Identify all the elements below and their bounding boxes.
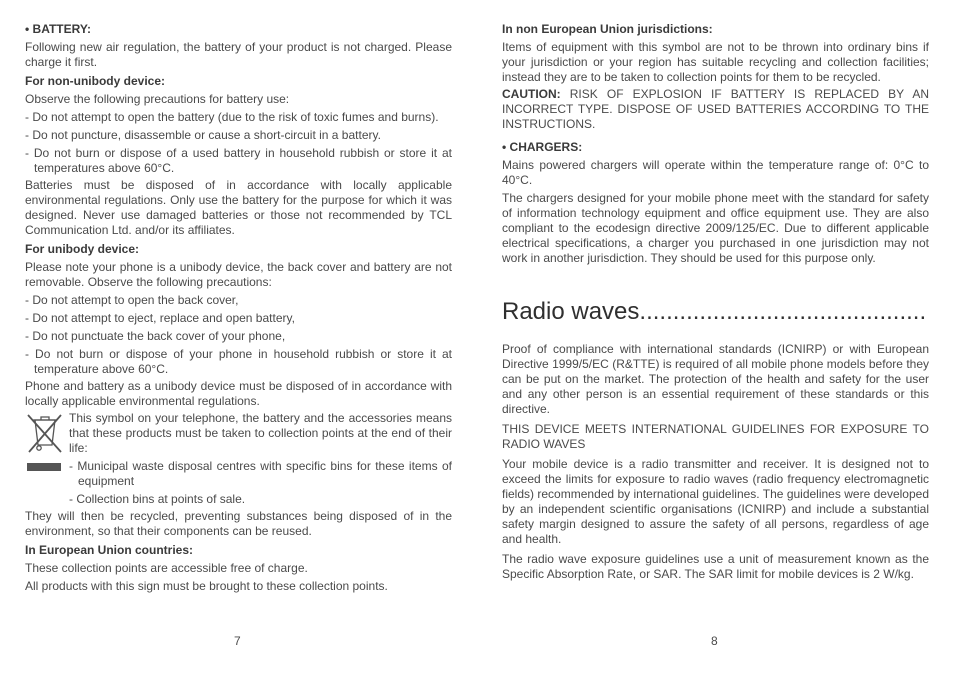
non-unibody-item: - Do not attempt to open the battery (due to the risk of toxic fumes and burns).: [25, 110, 439, 124]
page-number-right: 8: [711, 634, 718, 648]
eu-text: These collection points are accessible free of charge.: [25, 561, 308, 575]
battery-disposal-text: Batteries must be disposed of in accordance with locally applicable environmental regulations. Only use the battery for the purpose for which it was designed. Never use damaged batteries or those not recommended by TCL Communication Ltd. and/or its affiliates.: [25, 178, 452, 237]
weee-symbol-text: This symbol on your telephone, the battery and the accessories means that these products must be taken to collection points at the end of their life:: [69, 411, 452, 455]
chargers-heading: • CHARGERS:: [502, 140, 583, 154]
chargers-text: The chargers designed for your mobile phone meet with the standard for safety of information technology equipment and office equipment use. They are also compliant to the ecodesign directive 2009/125/EC. Due to different applicable electrical specifications, a charger you purchased in one jurisdiction may not work in another jurisdiction. They should be used for this purpose only.: [502, 191, 929, 265]
unibody-heading: For unibody device:: [25, 242, 140, 256]
caution-paragraph: [502, 87, 929, 132]
battery-heading: • BATTERY:: [25, 22, 91, 36]
left-page-content: [25, 18, 452, 594]
unibody-disposal-text: Phone and battery as a unibody device must be disposed of in accordance with locally applicable environmental regulations.: [25, 379, 452, 408]
battery-intro: Following new air regulation, the battery of your product is not charged. Please charge it first.: [25, 40, 452, 69]
collection-item-row: [25, 459, 452, 489]
non-unibody-item: - Do not puncture, disassemble or cause a short-circuit in a battery.: [25, 128, 381, 142]
caution-label: CAUTION:: [502, 87, 561, 101]
chargers-text: Mains powered chargers will operate within the temperature range of: 0°C to 40°C.: [502, 158, 929, 187]
unibody-item: - Do not attempt to open the back cover,: [25, 293, 239, 307]
radio-text: The radio wave exposure guidelines use a unit of measurement known as the Specific Absorption Rate, or SAR. The SAR limit for mobile devices is 2 W/kg.: [502, 552, 929, 581]
non-unibody-item: - Do not burn or dispose of a used battery in household rubbish or store it at temperatures above 60°C.: [25, 146, 452, 175]
radio-text: THIS DEVICE MEETS INTERNATIONAL GUIDELINES FOR EXPOSURE TO RADIO WAVES: [502, 422, 929, 451]
recycle-text: They will then be recycled, preventing substances being disposed of in the environment, so that their components can be reused.: [25, 509, 452, 538]
section-title: Radio waves...........................................: [502, 298, 927, 325]
caution-text: RISK OF EXPLOSION IF BATTERY IS REPLACED BY AN INCORRECT TYPE. DISPOSE OF USED BATTERIES ACCORDING TO THE INSTRUCTIONS.: [502, 87, 929, 131]
crossed-out-wheelie-bin-icon: [25, 411, 65, 455]
page-number-left: 7: [234, 634, 241, 648]
non-unibody-heading: For non-unibody device:: [25, 74, 165, 88]
weee-symbol-row: [25, 411, 452, 456]
radio-text: Your mobile device is a radio transmitter and receiver. It is designed not to exceed the limits for exposure to radio waves (radio frequency electromagnetic fields) recommended by international guidelines. The guidelines were developed by an independent scientific organisations (ICNIRP) and include a substantial safety margin designed to assure the safety of all persons, regardless of age and health.: [502, 457, 929, 546]
unibody-item: - Do not attempt to eject, replace and open battery,: [25, 311, 295, 325]
radio-text: Proof of compliance with international standards (ICNIRP) or with European Directive 1999/5/EC (R&TTE) is required of all mobile phone models before they can be put on the market. The protection of the health and safety for the user and any other person is an essential requirement of these standards or this directive.: [502, 342, 929, 416]
unibody-item: - Do not burn or dispose of your phone in household rubbish or store it at temperature above 60°C.: [25, 347, 452, 376]
collection-item: - Collection bins at points of sale.: [69, 492, 246, 506]
unibody-item: - Do not punctuate the back cover of your phone,: [25, 329, 286, 343]
eu-text: All products with this sign must be brought to these collection points.: [25, 579, 388, 593]
non-eu-heading: In non European Union jurisdictions:: [502, 22, 713, 36]
weee-bar-symbol: [27, 463, 61, 471]
eu-heading: In European Union countries:: [25, 543, 194, 557]
non-eu-text: Items of equipment with this symbol are not to be thrown into ordinary bins if your jurisdiction or your region has suitable recycling and collection facilities; instead they are to be taken to collection points for them to be recycled.: [502, 40, 929, 84]
non-unibody-intro: Observe the following precautions for battery use:: [25, 92, 290, 106]
collection-item: - Municipal waste disposal centres with specific bins for these items of equipment: [69, 459, 452, 488]
unibody-intro: Please note your phone is a unibody device, the back cover and battery are not removable. Observe the following precautions:: [25, 260, 452, 289]
right-page-content: [502, 18, 929, 582]
